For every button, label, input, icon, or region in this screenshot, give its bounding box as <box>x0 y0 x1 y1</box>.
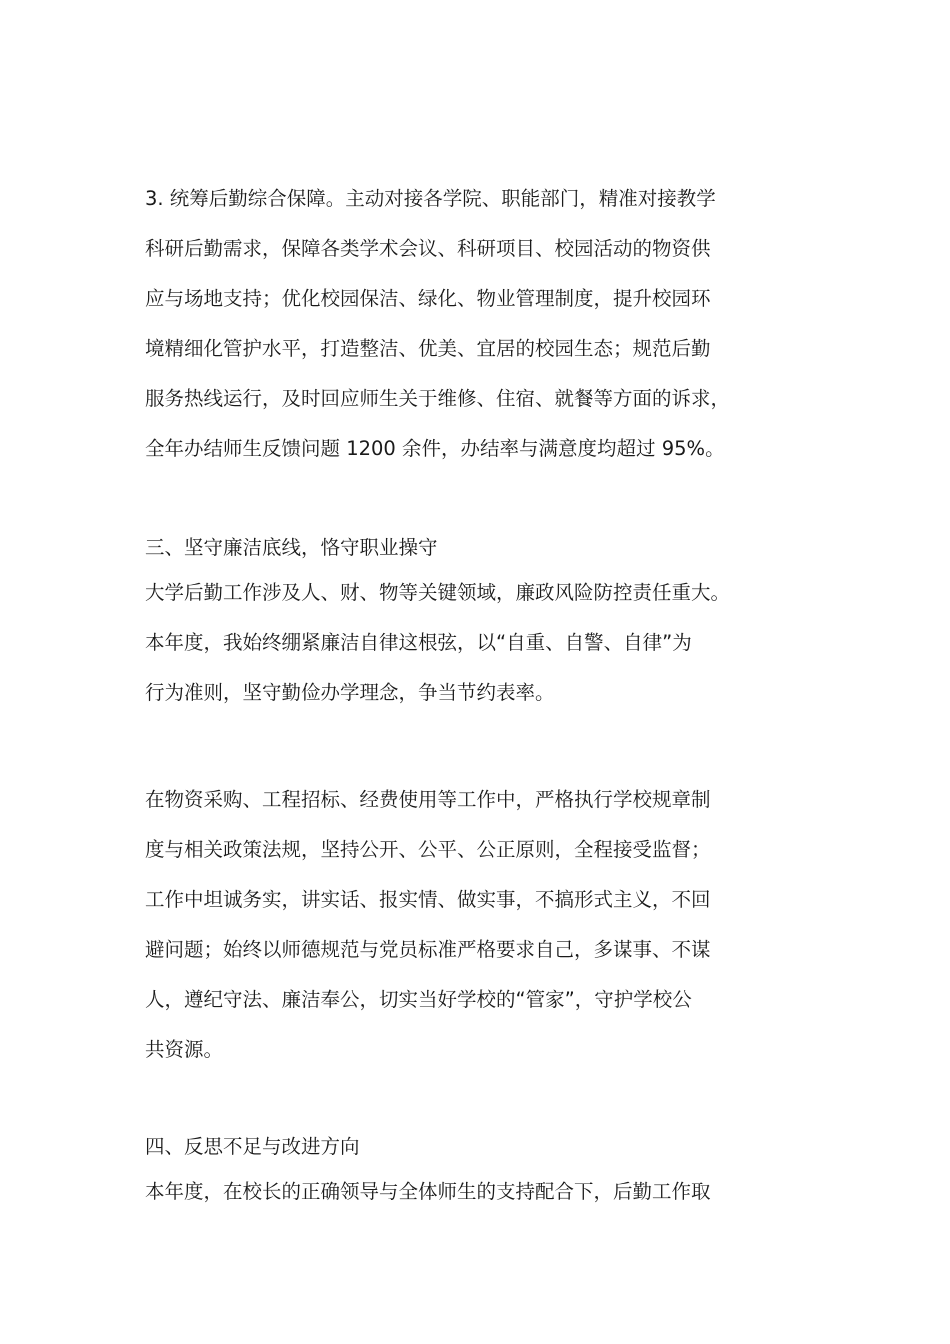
text-line: 工作中坦诚务实，讲实话、报实情、做实事，不搞形式主义，不回 <box>145 888 711 911</box>
text-line: 行为准则，坚守勤俭办学理念，争当节约表率。 <box>145 681 555 704</box>
text-line: 人，遵纪守法、廉洁奉公，切实当好学校的“管家”，守护学校公 <box>145 988 692 1011</box>
text-line: 避问题；始终以师德规范与党员标准严格要求自己，多谋事、不谋 <box>145 938 711 961</box>
text-line: 度与相关政策法规，坚持公开、公平、公正原则，全程接受监督； <box>145 838 711 861</box>
text-line: 共资源。 <box>145 1038 224 1061</box>
text-line: 大学后勤工作涉及人、财、物等关键领域，廉政风险防控责任重大。 <box>145 581 731 604</box>
text-line: 科研后勤需求，保障各类学术会议、科研项目、校园活动的物资供 <box>145 237 711 260</box>
paragraph-procurement <box>145 775 815 1075</box>
text-line: 本年度，在校长的正确领导与全体师生的支持配合下，后勤工作取 <box>145 1180 711 1203</box>
section-heading: 三、坚守廉洁底线，恪守职业操守 <box>145 536 438 559</box>
text-line: 全年办结师生反馈问题 1200 余件，办结率与满意度均超过 95%。 <box>145 437 725 460</box>
text-line: 服务热线运行，及时回应师生关于维修、住宿、就餐等方面的诉求， <box>145 387 731 410</box>
text-line: 在物资采购、工程招标、经费使用等工作中，严格执行学校规章制 <box>145 788 711 811</box>
section-integrity <box>145 528 815 718</box>
text-line: 境精细化管护水平，打造整洁、优美、宜居的校园生态；规范后勤 <box>145 337 711 360</box>
section-reflection <box>145 1127 815 1217</box>
text-line: 3. 统筹后勤综合保障。主动对接各学院、职能部门，精准对接教学 <box>145 187 716 210</box>
paragraph-logistics-support <box>145 174 815 474</box>
text-line: 应与场地支持；优化校园保洁、绿化、物业管理制度，提升校园环 <box>145 287 711 310</box>
text-line: 本年度，我始终绷紧廉洁自律这根弦，以“自重、自警、自律”为 <box>145 631 692 654</box>
section-heading: 四、反思不足与改进方向 <box>145 1135 360 1158</box>
